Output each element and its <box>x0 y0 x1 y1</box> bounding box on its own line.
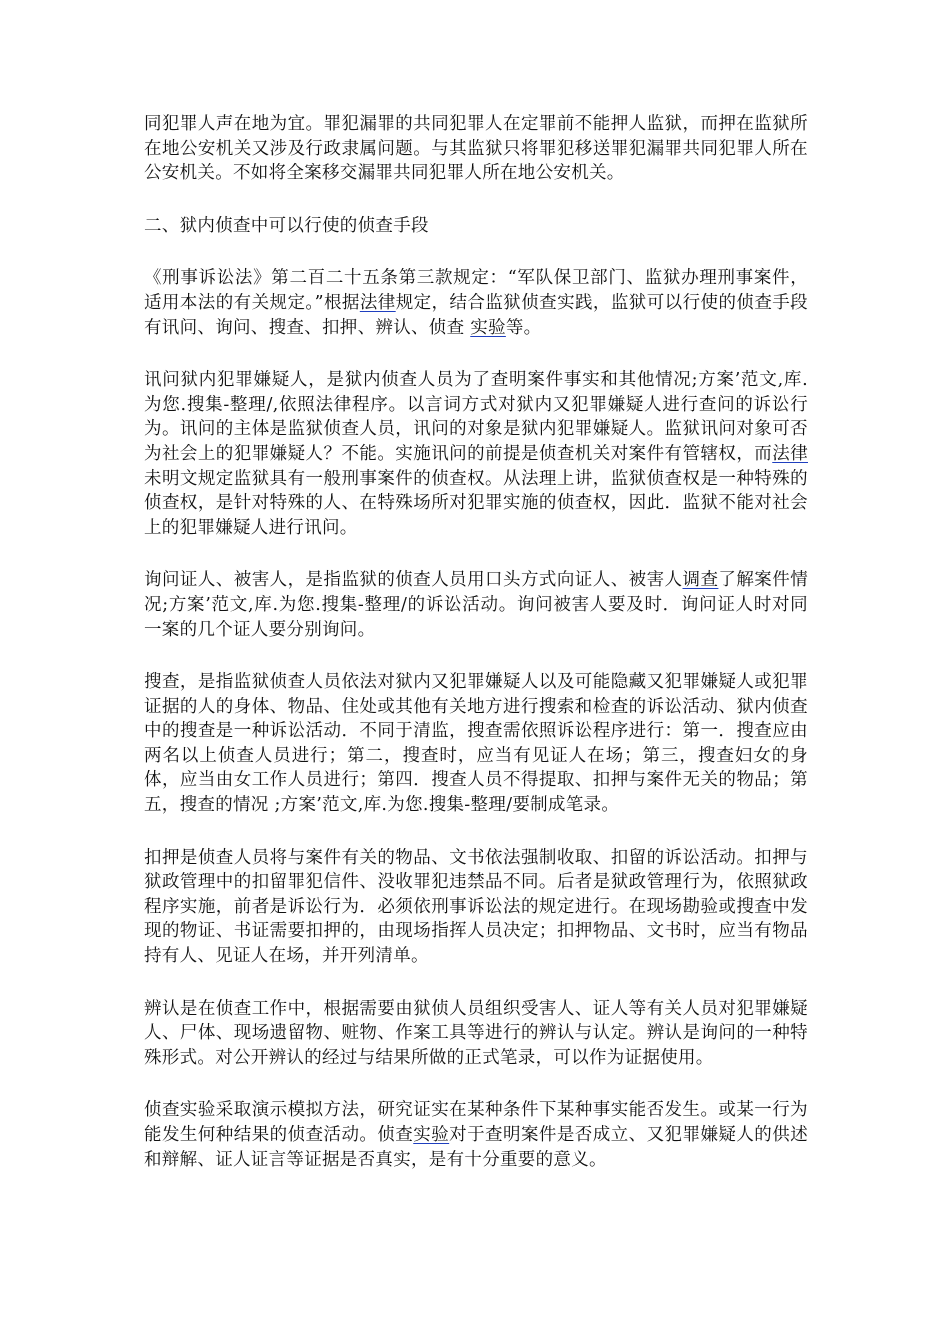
paragraph-legal-basis <box>144 266 808 340</box>
text-segment: 搜查，是指监狱侦查人员依法对狱内又犯罪嫌疑人以及可能隐藏又犯罪嫌疑人或犯罪证据的人的身体、物品、住处或其他有关地方进行搜索和检查的诉讼活动、狱内侦查中的搜查是一种诉讼活动．不同于清监，搜查需依照诉讼程序进行：第一．搜查应由两名以上侦查人员进行；第二，搜查时，应当有见证人在场；第三，搜查妇女的身体，应当由女工作人员进行；第四．搜查人员不得提取、扣押与案件无关的物品；第五，搜查的情况 ;方案’范文,库.为您.搜集-整理/要制成笔录。 <box>144 672 808 816</box>
paragraph-interrogation <box>144 368 808 540</box>
text-segment: 未明文规定监狱具有一般刑事案件的侦查权。从法理上讲，监狱侦查权是一种特殊的侦查权，是针对特殊的人、在特殊场所对犯罪实施的侦查权，因此．监狱不能对社会上的犯罪嫌疑人进行讯问。 <box>144 468 808 538</box>
document-page <box>144 112 808 1200</box>
text-segment: 扣押是侦查人员将与案件有关的物品、文书依法强制收取、扣留的诉讼活动。扣押与狱政管理中的扣留罪犯信件、没收罪犯违禁品不同。后者是狱政管理行为，依照狱政程序实施，前者是诉讼行为．必须依刑事诉讼法的规定进行。在现场勘验或搜查中发现的物证、书证需要扣押的，由现场指挥人员决定；扣押物品、文书时，应当有物品持有人、见证人在场，并开列清单。 <box>144 847 808 967</box>
text-segment: 《刑事诉讼法》第二百二十五条第三款规定：“军队保卫部门、监狱办理刑事案件，适用本法的有关规定。”根据 <box>144 268 808 313</box>
paragraph-transfer-case <box>144 112 808 186</box>
paragraph-questioning <box>144 568 808 642</box>
paragraph-search <box>144 670 808 818</box>
link-law[interactable]: 法律 <box>772 443 808 464</box>
link-experiment[interactable]: 实验 <box>413 1125 450 1145</box>
text-segment: 侦查实验采取演示模拟方法，研究证实在某种条件下某种事实能否发生。或某一行为能发生何种结果的侦查活动。侦查 <box>144 1100 808 1145</box>
section-heading <box>144 214 808 239</box>
text-segment: 对于查明案件是否成立、又犯罪嫌疑人的供述和辩解、证人证言等证据是否真实，是有十分重要的意义。 <box>144 1125 808 1170</box>
paragraph-identification <box>144 997 808 1071</box>
link-law[interactable]: 法律 <box>359 292 396 313</box>
link-experiment[interactable]: 实验 <box>470 317 506 338</box>
text-segment: 了解案件情况;方案’范文,库.为您.搜集-整理/的诉讼活动。询问被害人要及时．询问证人时对同一案的几个证人要分别询问。 <box>144 570 809 640</box>
paragraph-experiment <box>144 1098 808 1172</box>
section-heading-text: 二、狱内侦查中可以行使的侦查手段 <box>144 215 429 236</box>
text-segment: 辨认是在侦查工作中，根据需要由狱侦人员组织受害人、证人等有关人员对犯罪嫌疑人、尸体、现场遗留物、赃物、作案工具等进行的辨认与认定。辨认是询问的一种特殊形式。对公开辨认的经过与结果所做的正式笔录，可以作为证据使用。 <box>144 998 808 1068</box>
text-segment: 询问证人、被害人，是指监狱的侦查人员用口头方式向证人、被害人 <box>144 570 683 591</box>
text-segment: 规定，结合监狱侦查实践，监狱可以行使的侦查手段有讯问、询问、搜查、扣押、辨认、侦查 <box>144 292 808 338</box>
link-investigation[interactable]: 调查 <box>682 570 719 591</box>
paragraph-seizure <box>144 846 808 969</box>
text-segment: 讯问狱内犯罪嫌疑人，是狱内侦查人员为了查明案件事实和其他情况;方案’范文,库.为您.搜集-整理/,依照法律程序。以言词方式对狱内又犯罪嫌疑人进行查问的诉讼行为。讯问的主体是监狱侦查人员，讯问的对象是狱内犯罪嫌疑人。监狱讯问对象可否为社会上的犯罪嫌疑人？不能。实施讯问的前提是侦查机关对案件有管辖权，而 <box>144 370 808 464</box>
text-segment: 等。 <box>505 317 542 338</box>
text-segment: 同犯罪人声在地为宜。罪犯漏罪的共同犯罪人在定罪前不能押人监狱，而押在监狱所在地公安机关又涉及行政隶属问题。与其监狱只将罪犯移送罪犯漏罪共同犯罪人所在公安机关。不如将全案移交漏罪共同犯罪人所在地公安机关。 <box>144 114 808 184</box>
